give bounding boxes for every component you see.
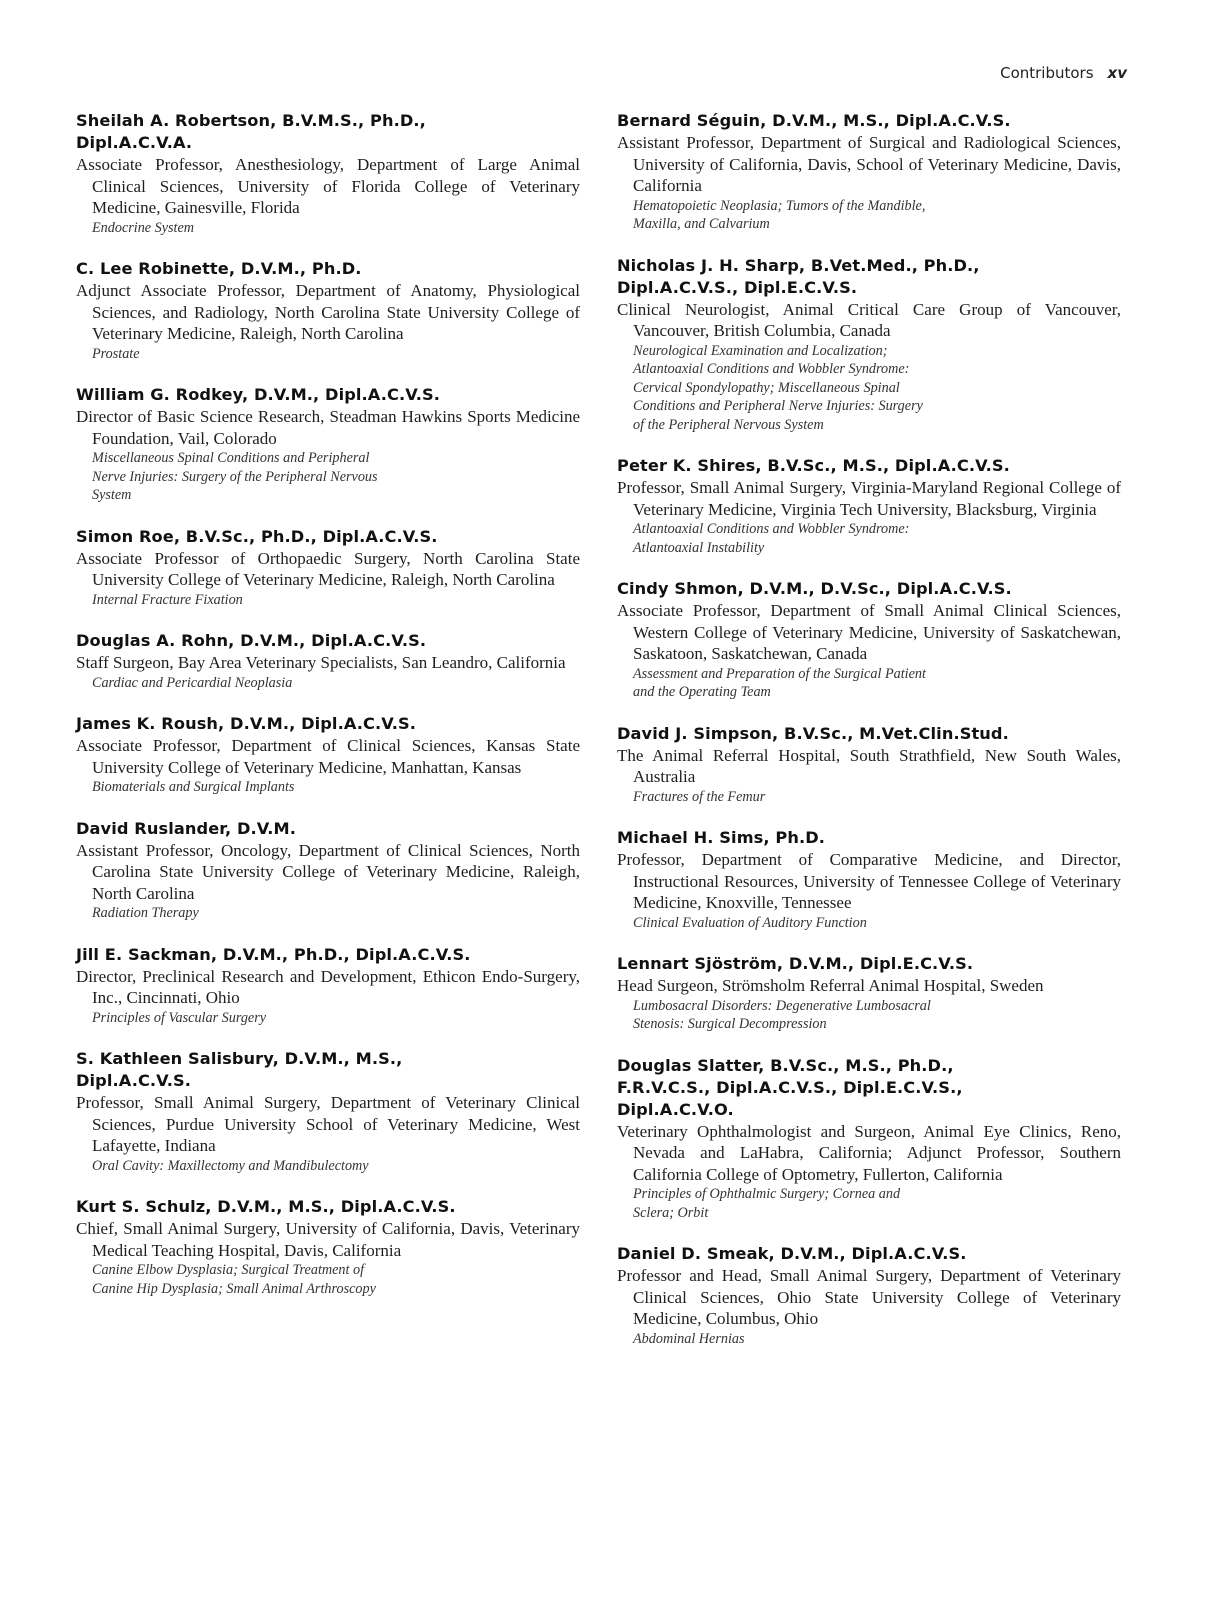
contributor-chapters xyxy=(617,342,1121,435)
contributor-name xyxy=(617,827,1121,849)
contributor-name xyxy=(76,526,580,548)
contributor-name-line: Dipl.A.C.V.A. xyxy=(76,133,193,152)
contributor-name-line: David J. Simpson, B.V.Sc., M.Vet.Clin.Stud. xyxy=(617,723,1009,743)
contributor-name-line: Douglas Slatter, B.V.Sc., M.S., Ph.D., xyxy=(617,1055,954,1075)
chapter-line: Clinical Evaluation of Auditory Function xyxy=(633,914,867,931)
contributor-entry xyxy=(76,526,580,610)
contributor-affiliation: Head Surgeon, Strömsholm Referral Animal Hospital, Sweden xyxy=(617,976,1044,995)
chapter-line: Internal Fracture Fixation xyxy=(92,591,243,608)
chapter-line: Cervical Spondylopathy; Miscellaneous Spinal xyxy=(633,379,900,396)
contributor-chapters xyxy=(76,674,580,693)
contributor-name xyxy=(76,630,580,652)
contributor-name xyxy=(76,944,580,966)
contributor-entry xyxy=(617,723,1121,807)
contributor-name xyxy=(617,953,1121,975)
contributor-name-line: F.R.V.C.S., Dipl.A.C.V.S., Dipl.E.C.V.S., xyxy=(617,1077,963,1097)
contributor-chapters xyxy=(76,219,580,238)
contributor-name-line: Daniel D. Smeak, D.V.M., Dipl.A.C.V.S. xyxy=(617,1244,967,1263)
chapter-line: Canine Hip Dysplasia; Small Animal Arthroscopy xyxy=(92,1280,376,1297)
contributor-entry xyxy=(617,578,1121,702)
contributor-chapters xyxy=(617,665,1121,702)
contributor-affiliation: The Animal Referral Hospital, South Strathfield, New South Wales, Australia xyxy=(617,745,1121,786)
chapter-line: Hematopoietic Neoplasia; Tumors of the Mandible, xyxy=(633,197,926,214)
chapter-line: Cardiac and Pericardial Neoplasia xyxy=(92,674,293,691)
contributor-chapters xyxy=(617,1185,1121,1222)
contributor-entry xyxy=(617,1055,1121,1223)
contributor-name-line: Bernard Séguin, D.V.M., M.S., Dipl.A.C.V.S. xyxy=(617,111,1011,130)
contributor-name-line: Sheilah A. Robertson, B.V.M.S., Ph.D., xyxy=(76,111,426,130)
contributor-chapters xyxy=(617,788,1121,807)
contributor-chapters xyxy=(617,197,1121,234)
chapter-line: Principles of Ophthalmic Surgery; Cornea and xyxy=(633,1186,901,1202)
chapter-line: Atlantoaxial Conditions and Wobbler Syndrome: xyxy=(633,521,910,537)
contributor-name-line: Cindy Shmon, D.V.M., D.V.Sc., Dipl.A.C.V.S. xyxy=(617,579,1012,598)
contributor-name-line: Peter K. Shires, B.V.Sc., M.S., Dipl.A.C.V.S. xyxy=(617,456,1010,475)
contributor-entry xyxy=(617,255,1121,435)
contributor-name xyxy=(617,110,1121,132)
contributor-name-line: Dipl.A.C.V.S. xyxy=(76,1071,191,1090)
contributor-affiliation: Staff Surgeon, Bay Area Veterinary Specialists, San Leandro, California xyxy=(76,653,566,672)
contributor-name-line: William G. Rodkey, D.V.M., Dipl.A.C.V.S. xyxy=(76,385,441,404)
contributor-chapters xyxy=(76,778,580,797)
contributor-chapters xyxy=(76,345,580,364)
contributor-affiliation: Director of Basic Science Research, Steadman Hawkins Sports Medicine Foundation, Vail, Colorado xyxy=(76,407,580,448)
contributor-name xyxy=(76,110,580,154)
contributor-name-line: Douglas A. Rohn, D.V.M., Dipl.A.C.V.S. xyxy=(76,631,427,650)
contributor-chapters xyxy=(617,914,1121,933)
contributor-name xyxy=(76,1196,580,1218)
contributor-entry xyxy=(76,713,580,797)
contributor-affiliation: Associate Professor, Department of Small Animal Clinical Sciences, Western College of Veterinary Medicine, University of Saskatchewan, Saskatoon, Saskatchewan, Canada xyxy=(617,601,1121,663)
contributor-entry xyxy=(76,818,580,923)
page-number: xv xyxy=(1107,64,1127,82)
left-column xyxy=(76,110,580,1319)
contributor-entry xyxy=(617,827,1121,932)
contributor-name xyxy=(617,578,1121,600)
contributor-name xyxy=(76,713,580,735)
contributor-affiliation: Adjunct Associate Professor, Department of Anatomy, Physiological Sciences, and Radiology, North Carolina State University College of Veterinary Medicine, Raleigh, North Carolina xyxy=(76,281,580,343)
chapter-line: Abdominal Hernias xyxy=(633,1330,745,1347)
chapter-line: Conditions and Peripheral Nerve Injuries: Surgery xyxy=(633,398,923,414)
contributor-name-line: Kurt S. Schulz, D.V.M., M.S., Dipl.A.C.V.S. xyxy=(76,1197,456,1216)
contributor-name-line: Dipl.A.C.V.O. xyxy=(617,1099,734,1119)
contributor-name-line: Michael H. Sims, Ph.D. xyxy=(617,828,826,847)
right-column xyxy=(617,110,1121,1369)
contributor-entry xyxy=(76,1196,580,1298)
contributor-name xyxy=(76,1048,580,1092)
section-title: Contributors xyxy=(1000,64,1094,82)
contributor-affiliation: Clinical Neurologist, Animal Critical Care Group of Vancouver, Vancouver, British Columbia, Canada xyxy=(617,299,1121,340)
contributor-affiliation: Associate Professor, Anesthesiology, Department of Large Animal Clinical Sciences, University of Florida College of Veterinary Medicine, Gainesville, Florida xyxy=(76,155,580,217)
contributor-entry xyxy=(76,630,580,692)
contributor-affiliation: Associate Professor, Department of Clinical Sciences, Kansas State University College of Veterinary Medicine, Manhattan, Kansas xyxy=(76,736,580,777)
contributor-entry xyxy=(76,1048,580,1175)
chapter-line: Assessment and Preparation of the Surgical Patient xyxy=(633,665,926,682)
chapter-line: Miscellaneous Spinal Conditions and Peripheral xyxy=(92,450,370,466)
contributor-chapters xyxy=(76,1009,580,1028)
contributor-name xyxy=(617,723,1121,745)
chapter-line: Atlantoaxial Instability xyxy=(633,539,765,556)
chapter-line: Sclera; Orbit xyxy=(633,1204,709,1221)
contributor-affiliation: Director, Preclinical Research and Development, Ethicon Endo-Surgery, Inc., Cincinnati, Ohio xyxy=(76,966,580,1007)
contributor-affiliation: Chief, Small Animal Surgery, University of California, Davis, Veterinary Medical Teaching Hospital, Davis, California xyxy=(76,1219,580,1260)
contributor-chapters xyxy=(76,904,580,923)
contributor-affiliation: Assistant Professor, Oncology, Department of Clinical Sciences, North Carolina State University College of Veterinary Medicine, Raleigh, North Carolina xyxy=(76,840,580,903)
contributor-affiliation: Professor and Head, Small Animal Surgery, Department of Veterinary Clinical Sciences, Ohio State University College of Veterinary Medicine, Columbus, Ohio xyxy=(617,1266,1121,1328)
contributor-affiliation: Veterinary Ophthalmologist and Surgeon, Animal Eye Clinics, Reno, Nevada and LaHabra, California; Adjunct Professor, Southern California College of Optometry, Fullerton, California xyxy=(617,1121,1121,1184)
contributor-chapters xyxy=(617,520,1121,557)
contributor-chapters xyxy=(76,591,580,610)
contributor-name-line: S. Kathleen Salisbury, D.V.M., M.S., xyxy=(76,1049,403,1068)
chapter-line: Prostate xyxy=(92,345,140,362)
contributor-entry xyxy=(76,110,580,237)
contributor-entry xyxy=(76,384,580,505)
contributor-name xyxy=(76,258,580,280)
chapter-line: Stenosis: Surgical Decompression xyxy=(633,1016,827,1032)
contributor-chapters xyxy=(76,1157,580,1176)
chapter-line: of the Peripheral Nervous System xyxy=(633,416,824,433)
contributor-entry xyxy=(617,455,1121,557)
contributor-entry xyxy=(76,944,580,1028)
contributor-name xyxy=(76,818,580,840)
contributor-affiliation: Associate Professor of Orthopaedic Surgery, North Carolina State University College of Veterinary Medicine, Raleigh, North Carolina xyxy=(76,548,580,589)
contributor-entry xyxy=(76,258,580,363)
contributor-name xyxy=(617,1055,1121,1121)
contributor-entry xyxy=(617,1243,1121,1348)
chapter-line: Neurological Examination and Localization; xyxy=(633,342,888,359)
chapter-line: Lumbosacral Disorders: Degenerative Lumbosacral xyxy=(633,997,931,1014)
chapter-line: Radiation Therapy xyxy=(92,905,199,921)
contributor-name xyxy=(76,384,580,406)
contributor-name-line: C. Lee Robinette, D.V.M., Ph.D. xyxy=(76,259,362,278)
chapter-line: System xyxy=(92,487,132,503)
contributor-affiliation: Assistant Professor, Department of Surgical and Radiological Sciences, University of California, Davis, School of Veterinary Medicine, Davis, California xyxy=(617,133,1121,195)
contributor-affiliation: Professor, Small Animal Surgery, Virginia-Maryland Regional College of Veterinary Medicine, Virginia Tech University, Blacksburg, Virginia xyxy=(617,478,1121,519)
contributor-name xyxy=(617,255,1121,299)
running-header xyxy=(1000,64,1127,82)
contributor-chapters xyxy=(76,449,580,505)
contributor-name-line: Simon Roe, B.V.Sc., Ph.D., Dipl.A.C.V.S. xyxy=(76,526,438,546)
contributor-name-line: James K. Roush, D.V.M., Dipl.A.C.V.S. xyxy=(76,714,417,733)
chapter-line: Oral Cavity: Maxillectomy and Mandibulectomy xyxy=(92,1157,369,1174)
chapter-line: Atlantoaxial Conditions and Wobbler Syndrome: xyxy=(633,361,910,377)
contributor-affiliation: Professor, Small Animal Surgery, Department of Veterinary Clinical Sciences, Purdue University School of Veterinary Medicine, West Lafayette, Indiana xyxy=(76,1093,580,1155)
contributor-name xyxy=(617,1243,1121,1265)
contributor-chapters xyxy=(76,1261,580,1298)
contributor-chapters xyxy=(617,1330,1121,1349)
chapter-line: Maxilla, and Calvarium xyxy=(633,216,770,232)
contributor-entry xyxy=(617,953,1121,1034)
contributor-chapters xyxy=(617,997,1121,1034)
chapter-line: Biomaterials and Surgical Implants xyxy=(92,779,295,795)
contributor-affiliation: Professor, Department of Comparative Medicine, and Director, Instructional Resources, University of Tennessee College of Veterinary Medicine, Knoxville, Tennessee xyxy=(617,850,1121,912)
chapter-line: and the Operating Team xyxy=(633,684,771,700)
chapter-line: Endocrine System xyxy=(92,219,195,236)
chapter-line: Principles of Vascular Surgery xyxy=(92,1009,267,1026)
chapter-line: Fractures of the Femur xyxy=(633,788,766,805)
chapter-line: Canine Elbow Dysplasia; Surgical Treatment of xyxy=(92,1262,365,1278)
contributor-name-line: David Ruslander, D.V.M. xyxy=(76,818,296,838)
chapter-line: Nerve Injuries: Surgery of the Peripheral Nervous xyxy=(92,468,378,485)
contributor-name-line: Lennart Sjöström, D.V.M., Dipl.E.C.V.S. xyxy=(617,954,974,973)
contributor-name-line: Jill E. Sackman, D.V.M., Ph.D., Dipl.A.C.V.S. xyxy=(76,944,471,964)
contributor-name-line: Dipl.A.C.V.S., Dipl.E.C.V.S. xyxy=(617,277,858,297)
contributor-name-line: Nicholas J. H. Sharp, B.Vet.Med., Ph.D., xyxy=(617,255,980,275)
contributor-name xyxy=(617,455,1121,477)
contributor-entry xyxy=(617,110,1121,234)
